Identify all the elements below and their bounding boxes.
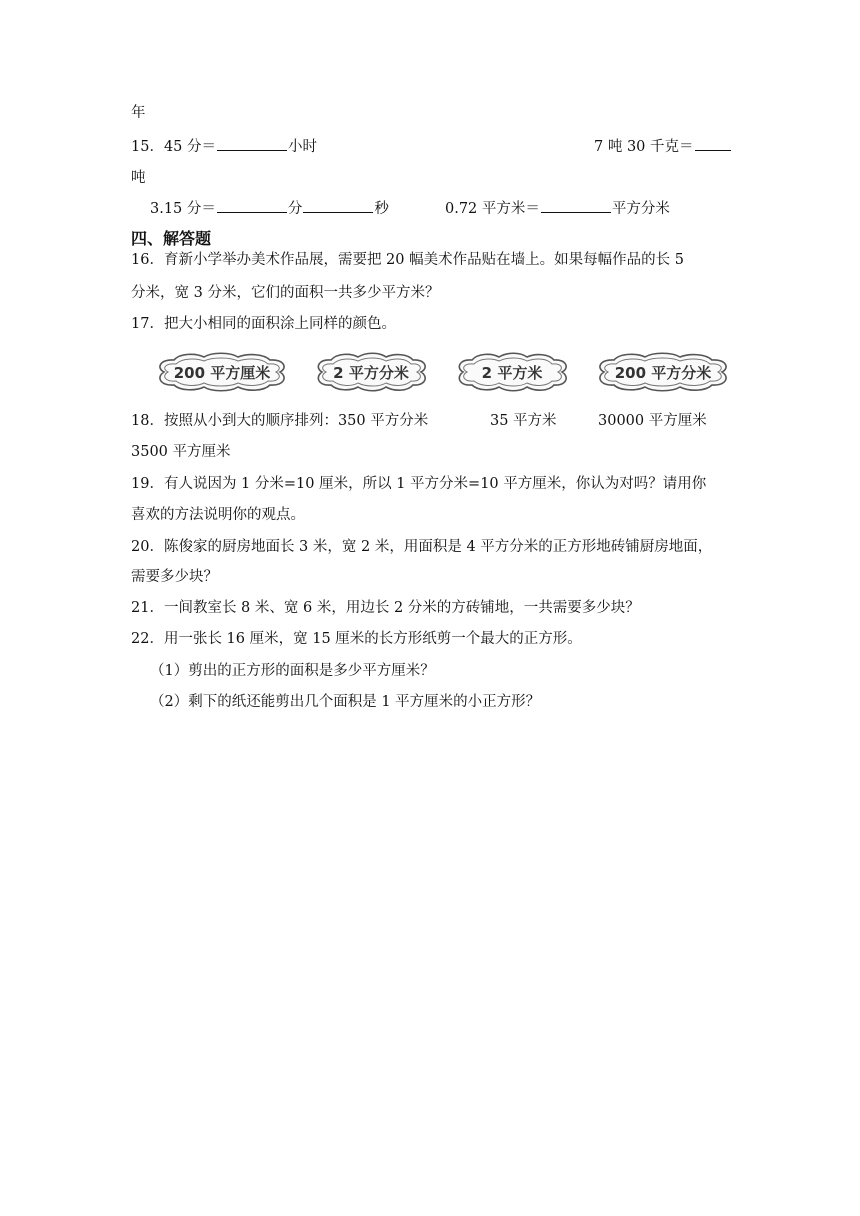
q15-c-unit: 秒 — [374, 201, 389, 217]
cloud-label: 200 平方厘米 — [173, 363, 271, 382]
q18-item-3: 30000 平方厘米 — [598, 413, 707, 429]
q19-line2: 喜欢的方法说明你的观点。 — [131, 507, 305, 523]
q15-d-unit: 平方分米 — [611, 201, 670, 217]
q16-line2: 分米，宽 3 分米，它们的面积一共多少平方米？ — [131, 285, 440, 301]
q19-line1: 19．有人说因为 1 分米=10 厘米，所以 1 平方分米=10 平方厘米，你认为对吗？请用你 — [131, 476, 707, 492]
q15-a-unit: 小时 — [288, 139, 318, 155]
q22-line1: 22．用一张长 16 厘米，宽 15 厘米的长方形纸剪一个最大的正方形。 — [131, 631, 582, 647]
q18-prefix-text: 18．按照从小到大的顺序排列： — [131, 413, 338, 429]
q20-line2: 需要多少块？ — [131, 569, 218, 585]
q15-c-blank2[interactable] — [303, 198, 373, 213]
cloud-card-2-sq-m[interactable] — [452, 350, 572, 394]
section-title: 四、解答题 — [131, 229, 212, 248]
q18-item-1: 350 平方分米 — [337, 413, 429, 429]
q22-sub1: （1）剪出的正方形的面积是多少平方厘米？ — [150, 663, 435, 679]
q15-line2-left — [150, 198, 389, 219]
q21-line1: 21．一间教室长 8 米、宽 6 米，用边长 2 分米的方砖铺地，一共需要多少块？ — [131, 600, 640, 616]
q15-line1-left — [131, 136, 317, 157]
q15-number: 15． — [131, 139, 164, 155]
q15-b-left: 7 吨 30 千克＝ — [594, 139, 694, 155]
q18-item-4: 3500 平方厘米 — [131, 444, 231, 460]
q20-line1: 20．陈俊家的厨房地面长 3 米，宽 2 米，用面积是 4 平方分米的正方形地砖铺厨房地面， — [131, 539, 713, 555]
q15-d-left: 0.72 平方米＝ — [445, 201, 540, 217]
q15-a-left: 45 分＝ — [163, 139, 217, 155]
q16-line1: 16．育新小学举办美术作品展，需要把 20 幅美术作品贴在墙上。如果每幅作品的长 5 — [131, 252, 684, 268]
cloud-card-200-sq-cm[interactable] — [152, 350, 292, 394]
q22-sub2: （2）剩下的纸还能剪出几个面积是 1 平方厘米的小正方形？ — [150, 694, 541, 710]
q15-c-mid: 分 — [287, 201, 303, 217]
cloud-label: 200 平方分米 — [614, 363, 712, 382]
q15-c-blank1[interactable] — [217, 198, 287, 213]
q18-item-2: 35 平方米 — [490, 413, 557, 429]
cloud-label: 2 平方分米 — [333, 363, 409, 382]
q15-a-blank[interactable] — [217, 136, 287, 151]
cloud-card-2-sq-dm[interactable] — [311, 350, 431, 394]
q15-b-blank[interactable] — [695, 136, 731, 151]
q14-tail-text: 年 — [131, 105, 146, 121]
q15-d-blank[interactable] — [541, 198, 611, 213]
q15-c-left: 3.15 分＝ — [150, 201, 216, 217]
cloud-label: 2 平方米 — [481, 363, 543, 382]
cloud-card-200-sq-dm[interactable] — [592, 350, 734, 394]
q15-line1-right — [594, 136, 732, 157]
q15-b-tail: 吨 — [131, 170, 146, 186]
q18-prefix — [131, 411, 428, 431]
q15-line2-right — [445, 198, 670, 219]
q17-text: 17．把大小相同的面积涂上同样的颜色。 — [131, 316, 396, 332]
